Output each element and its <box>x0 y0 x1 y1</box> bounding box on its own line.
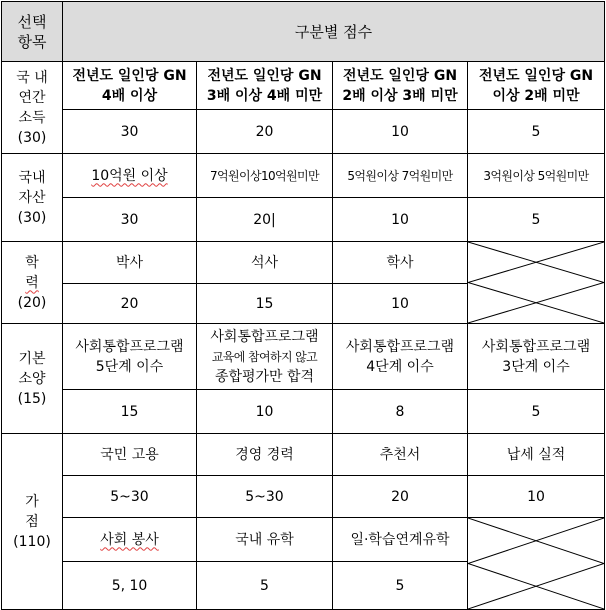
bonus-score-employment: 5~30 <box>63 476 197 518</box>
assets-category-row <box>2 154 605 198</box>
bonus-cat-employment: 국민 고용 <box>63 434 197 476</box>
cross-out-mark <box>468 242 604 323</box>
income-score-4: 5 <box>468 110 605 154</box>
education-score-1: 20 <box>63 284 197 324</box>
bonus-cat-volunteer: 사회 봉사 <box>63 518 197 562</box>
bonus-cat-management: 경영 경력 <box>197 434 333 476</box>
bonus-score-tax: 10 <box>468 476 605 518</box>
income-score-row <box>2 110 605 154</box>
assets-cat-2: 7억원이상10억원미만 <box>197 154 333 198</box>
income-cat-1: 전년도 일인당 GN 4배 이상 <box>63 62 197 110</box>
assets-score-row <box>2 198 605 242</box>
assets-score-4: 5 <box>468 198 605 242</box>
income-score-3: 10 <box>333 110 468 154</box>
assets-label: 국내 자산 (30) <box>2 154 63 242</box>
income-cat-4: 전년도 일인당 GN 이상 2배 미만 <box>468 62 605 110</box>
income-cat-2: 전년도 일인당 GN 3배 이상 4배 미만 <box>197 62 333 110</box>
income-category-row <box>2 62 605 110</box>
bonus-label: 가 점 (110) <box>2 434 63 610</box>
bonus-cat-domestic-study: 국내 유학 <box>197 518 333 562</box>
assets-score-2: 20| <box>197 198 333 242</box>
cross-out-mark <box>468 518 604 609</box>
bonus-empty-cell <box>468 518 605 610</box>
bonus-score-volunteer: 5, 10 <box>63 562 197 610</box>
score-table <box>1 1 605 610</box>
basic-label: 기본 소양 (15) <box>2 324 63 434</box>
bonus-category-row-1 <box>2 434 605 476</box>
education-cat-2: 석사 <box>197 242 333 284</box>
bonus-cat-tax: 납세 실적 <box>468 434 605 476</box>
income-label: 국 내 연간 소득 (30) <box>2 62 63 154</box>
header-row <box>2 2 605 62</box>
income-score-2: 20 <box>197 110 333 154</box>
assets-score-3: 10 <box>333 198 468 242</box>
header-score-by-category: 구분별 점수 <box>63 2 605 62</box>
education-cat-3: 학사 <box>333 242 468 284</box>
basic-cat-3: 사회통합프로그램 4단계 이수 <box>333 324 468 390</box>
education-score-3: 10 <box>333 284 468 324</box>
assets-cat-4: 3억원이상 5억원미만 <box>468 154 605 198</box>
basic-cat-2: 사회통합프로그램 교육에 참여하지 않고 종합평가만 합격 <box>197 324 333 390</box>
header-selection-item: 선택 항목 <box>2 2 63 62</box>
bonus-category-row-2 <box>2 518 605 562</box>
bonus-score-domestic-study: 5 <box>197 562 333 610</box>
education-empty-cell <box>468 242 605 324</box>
education-label: 학 력 (20) <box>2 242 63 324</box>
education-category-row <box>2 242 605 284</box>
bonus-cat-work-study: 일·학습연계유학 <box>333 518 468 562</box>
income-score-1: 30 <box>63 110 197 154</box>
basic-cat-4: 사회통합프로그램 3단계 이수 <box>468 324 605 390</box>
bonus-score-row-1 <box>2 476 605 518</box>
bonus-score-recommendation: 20 <box>333 476 468 518</box>
basic-category-row <box>2 324 605 390</box>
assets-cat-1: 10억원 이상 <box>63 154 197 198</box>
income-cat-3: 전년도 일인당 GN 2배 이상 3배 미만 <box>333 62 468 110</box>
education-score-2: 15 <box>197 284 333 324</box>
basic-score-3: 8 <box>333 390 468 434</box>
bonus-score-work-study: 5 <box>333 562 468 610</box>
basic-score-1: 15 <box>63 390 197 434</box>
education-cat-1: 박사 <box>63 242 197 284</box>
bonus-cat-recommendation: 추천서 <box>333 434 468 476</box>
bonus-score-management: 5~30 <box>197 476 333 518</box>
basic-score-4: 5 <box>468 390 605 434</box>
basic-score-row <box>2 390 605 434</box>
basic-cat-1: 사회통합프로그램 5단계 이수 <box>63 324 197 390</box>
assets-score-1: 30 <box>63 198 197 242</box>
basic-score-2: 10 <box>197 390 333 434</box>
assets-cat-3: 5억원이상 7억원미만 <box>333 154 468 198</box>
